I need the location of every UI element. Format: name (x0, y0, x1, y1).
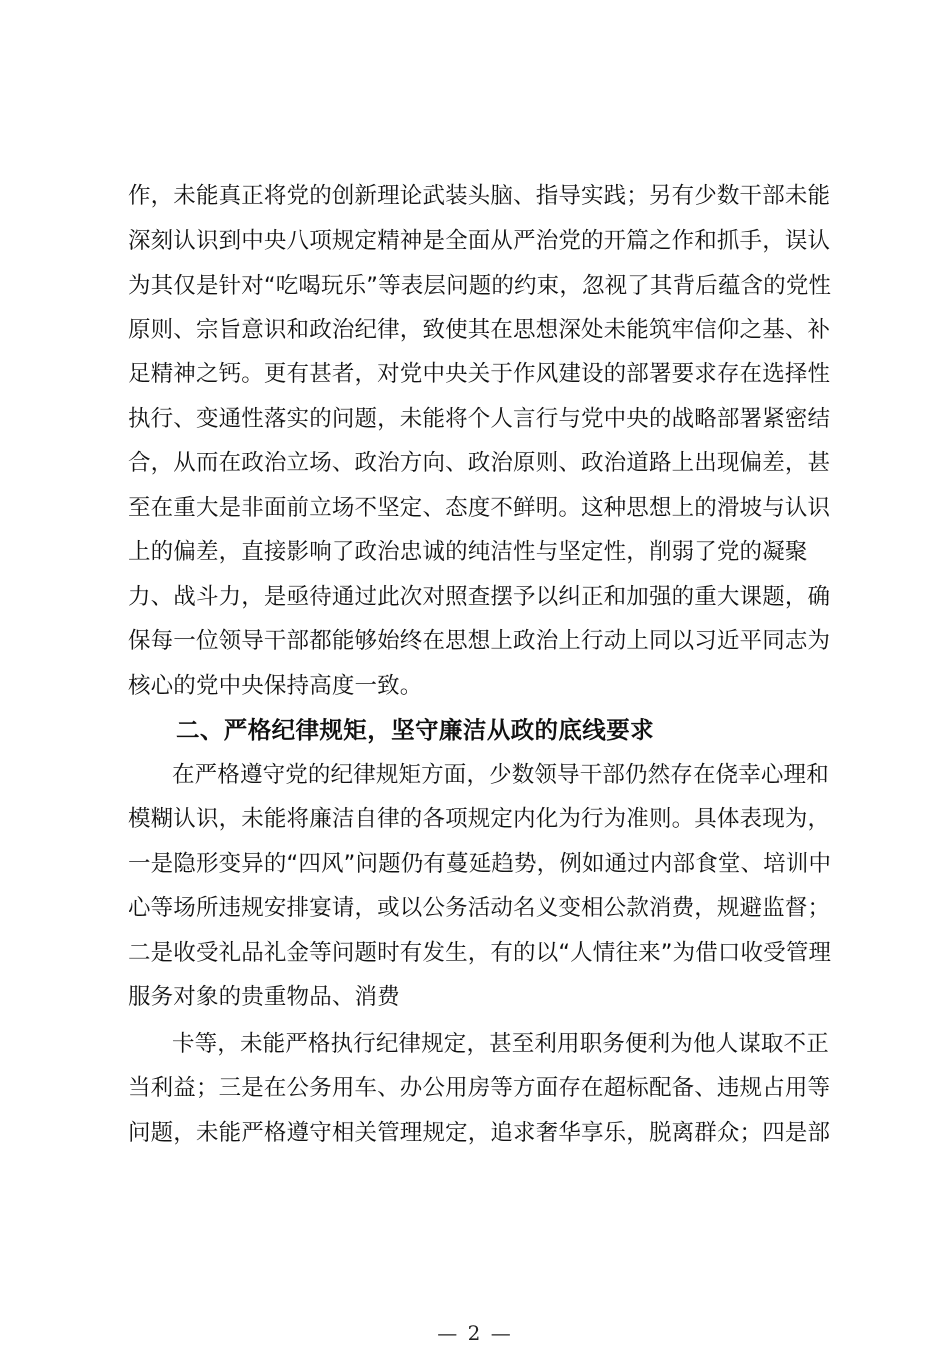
body-text-line: 模糊认识，未能将廉洁自律的各项规定内化为行为准则。具体表现为， (128, 806, 831, 832)
body-text-line: 当利益；三是在公务用车、办公用房等方面存在超标配备、违规占用等 (128, 1075, 831, 1101)
body-text-line: 心等场所违规安排宴请，或以公务活动名义变相公款消费，规避监督； (128, 895, 831, 921)
body-text-line: 合，从而在政治立场、政治方向、政治原则、政治道路上出现偏差，甚 (128, 450, 831, 476)
body-text-line: 力、战斗力，是亟待通过此次对照查摆予以纠正和加强的重大课题，确 (128, 584, 831, 610)
body-text-line: 核心的党中央保持高度一致。 (128, 673, 423, 699)
body-text-line: 一是隐形变异的“四风”问题仍有蔓延趋势，例如通过内部食堂、培训中 (128, 851, 832, 877)
body-text-line: 卡等，未能严格执行纪律规定，甚至利用职务便利为他人谋取不正 (172, 1031, 829, 1057)
body-text-line: 至在重大是非面前立场不坚定、态度不鲜明。这种思想上的滑坡与认识 (128, 495, 831, 521)
body-text-line: 上的偏差，直接影响了政治忠诚的纯洁性与坚定性，削弱了党的凝聚 (128, 539, 808, 565)
body-text-line: 服务对象的贵重物品、消费 (128, 984, 400, 1010)
body-text-line: 为其仅是针对“吃喝玩乐”等表层问题的约束，忽视了其背后蕴含的党性 (128, 273, 832, 299)
body-text-line: 保每一位领导干部都能够始终在思想上政治上行动上同以习近平同志为 (128, 628, 831, 654)
page-number: — 2 — (437, 1321, 513, 1345)
section-heading: 二、严格纪律规矩，坚守廉洁从政的底线要求 (176, 716, 654, 744)
body-text-line: 深刻认识到中央八项规定精神是全面从严治党的开篇之作和抓手，误认 (128, 228, 831, 254)
body-text-line: 在严格遵守党的纪律规矩方面，少数领导干部仍然存在侥幸心理和 (172, 762, 829, 788)
body-text-line: 执行、变通性落实的问题，未能将个人言行与党中央的战略部署紧密结 (128, 406, 831, 432)
body-text-line: 足精神之钙。更有甚者，对党中央关于作风建设的部署要求存在选择性 (128, 361, 831, 387)
body-text-line: 原则、宗旨意识和政治纪律，致使其在思想深处未能筑牢信仰之基、补 (128, 317, 831, 343)
body-text-line: 二是收受礼品礼金等问题时有发生，有的以“人情往来”为借口收受管理 (128, 940, 832, 966)
body-text-line: 问题，未能严格遵守相关管理规定，追求奢华享乐，脱离群众；四是部 (128, 1120, 831, 1146)
body-text-line: 作，未能真正将党的创新理论武装头脑、指导实践；另有少数干部未能 (128, 183, 831, 209)
